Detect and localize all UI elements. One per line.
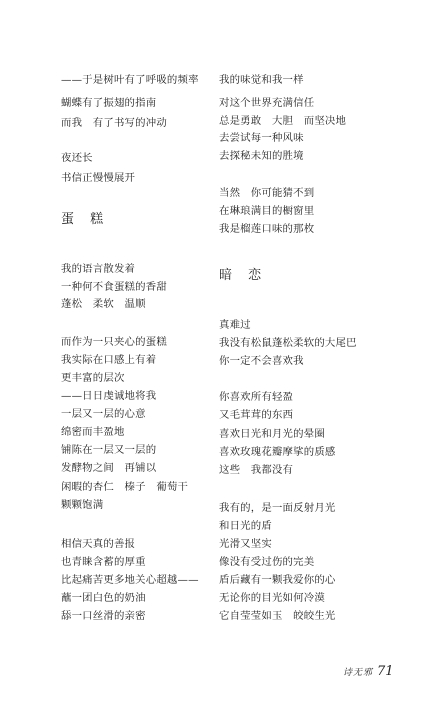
poem-line: 一层又一层的心意	[61, 408, 146, 420]
poem-line: 蘸一团白色的奶油	[61, 592, 146, 604]
poem-line: 盾后藏有一颗我爱你的心	[219, 574, 336, 586]
poem-line: 像没有受过伤的完美	[219, 556, 315, 568]
poem-line: 在琳琅满目的橱窗里	[219, 205, 315, 217]
page-number: 71	[377, 664, 394, 679]
poem-title-crush: 暗 恋	[219, 268, 268, 283]
poem-line: 夜还长	[61, 152, 93, 164]
poem-line: 我没有松鼠蓬松柔软的大尾巴	[219, 337, 357, 349]
poem-line: 和日光的盾	[219, 520, 272, 532]
poem-line: 而我 有了书写的冲动	[61, 117, 167, 129]
poem-line: 蓬松 柔软 温顺	[61, 298, 146, 310]
poem-line: 我是榴莲口味的那枚	[219, 223, 315, 235]
poem-line: 铺陈在一层又一层的	[61, 444, 157, 456]
poem-line: 喜欢日光和月光的晕圈	[219, 428, 325, 440]
poem-title-cake: 蛋 糕	[61, 212, 110, 227]
poem-line: 去尝试每一种风味	[219, 132, 304, 144]
poem-line: 颗颗饱满	[61, 499, 104, 511]
poem-line: 总是勇敢 大胆 而坚决地	[219, 115, 347, 127]
poem-line: ——于是树叶有了呼吸的频率	[61, 74, 199, 86]
poem-line: 对这个世界充满信任	[219, 97, 315, 109]
poem-line: 也青睐含蓄的厚重	[61, 556, 146, 568]
poem-line: 这些 我都没有	[219, 464, 294, 476]
poem-line: 无论你的目光如何冷漠	[219, 592, 325, 604]
poem-line: 你喜欢所有轻盈	[219, 391, 294, 403]
poem-line: 我的味觉和我一样	[219, 74, 304, 86]
poem-line: 舔一口丝滑的亲密	[61, 610, 146, 622]
poem-line: 我有的，是一面反射月光	[219, 502, 336, 514]
section-name: 诗无邪	[343, 668, 374, 678]
poem-line: ——日日虔诚地将我	[61, 390, 157, 402]
poem-line: 书信正慢慢展开	[61, 172, 136, 184]
poem-line: 喜欢玫瑰花瓣摩挲的质感	[219, 446, 336, 458]
poem-line: 一种何不食蛋糕的香甜	[61, 281, 167, 293]
poem-line: 比起痛苦更多地关心超越——	[61, 574, 199, 586]
poem-line: 光滑又坚实	[219, 538, 272, 550]
poem-line: 相信天真的善报	[61, 538, 136, 550]
poem-line: 我的语言散发着	[61, 263, 136, 275]
poem-line: 更丰富的层次	[61, 372, 125, 384]
poem-line: 又毛茸茸的东西	[219, 409, 294, 421]
poem-line: 去探秘未知的胜境	[219, 150, 304, 162]
poem-line: 我实际在口感上有着	[61, 354, 157, 366]
poem-line: 当然 你可能猜不到	[219, 187, 315, 199]
poem-line: 发酵物之间 再铺以	[61, 462, 157, 474]
poem-line: 蝴蝶有了振翅的指南	[61, 97, 157, 109]
poem-line: 真难过	[219, 319, 251, 331]
poem-line: 你一定不会喜欢我	[219, 355, 304, 367]
poem-line: 绵密而丰盈地	[61, 426, 125, 438]
poem-line: 而作为一只夹心的蛋糕	[61, 336, 167, 348]
poem-line: 闲暇的杏仁 榛子 葡萄干	[61, 481, 189, 493]
page-footer	[343, 665, 394, 680]
poem-line: 它自莹莹如玉 皎皎生光	[219, 610, 336, 622]
